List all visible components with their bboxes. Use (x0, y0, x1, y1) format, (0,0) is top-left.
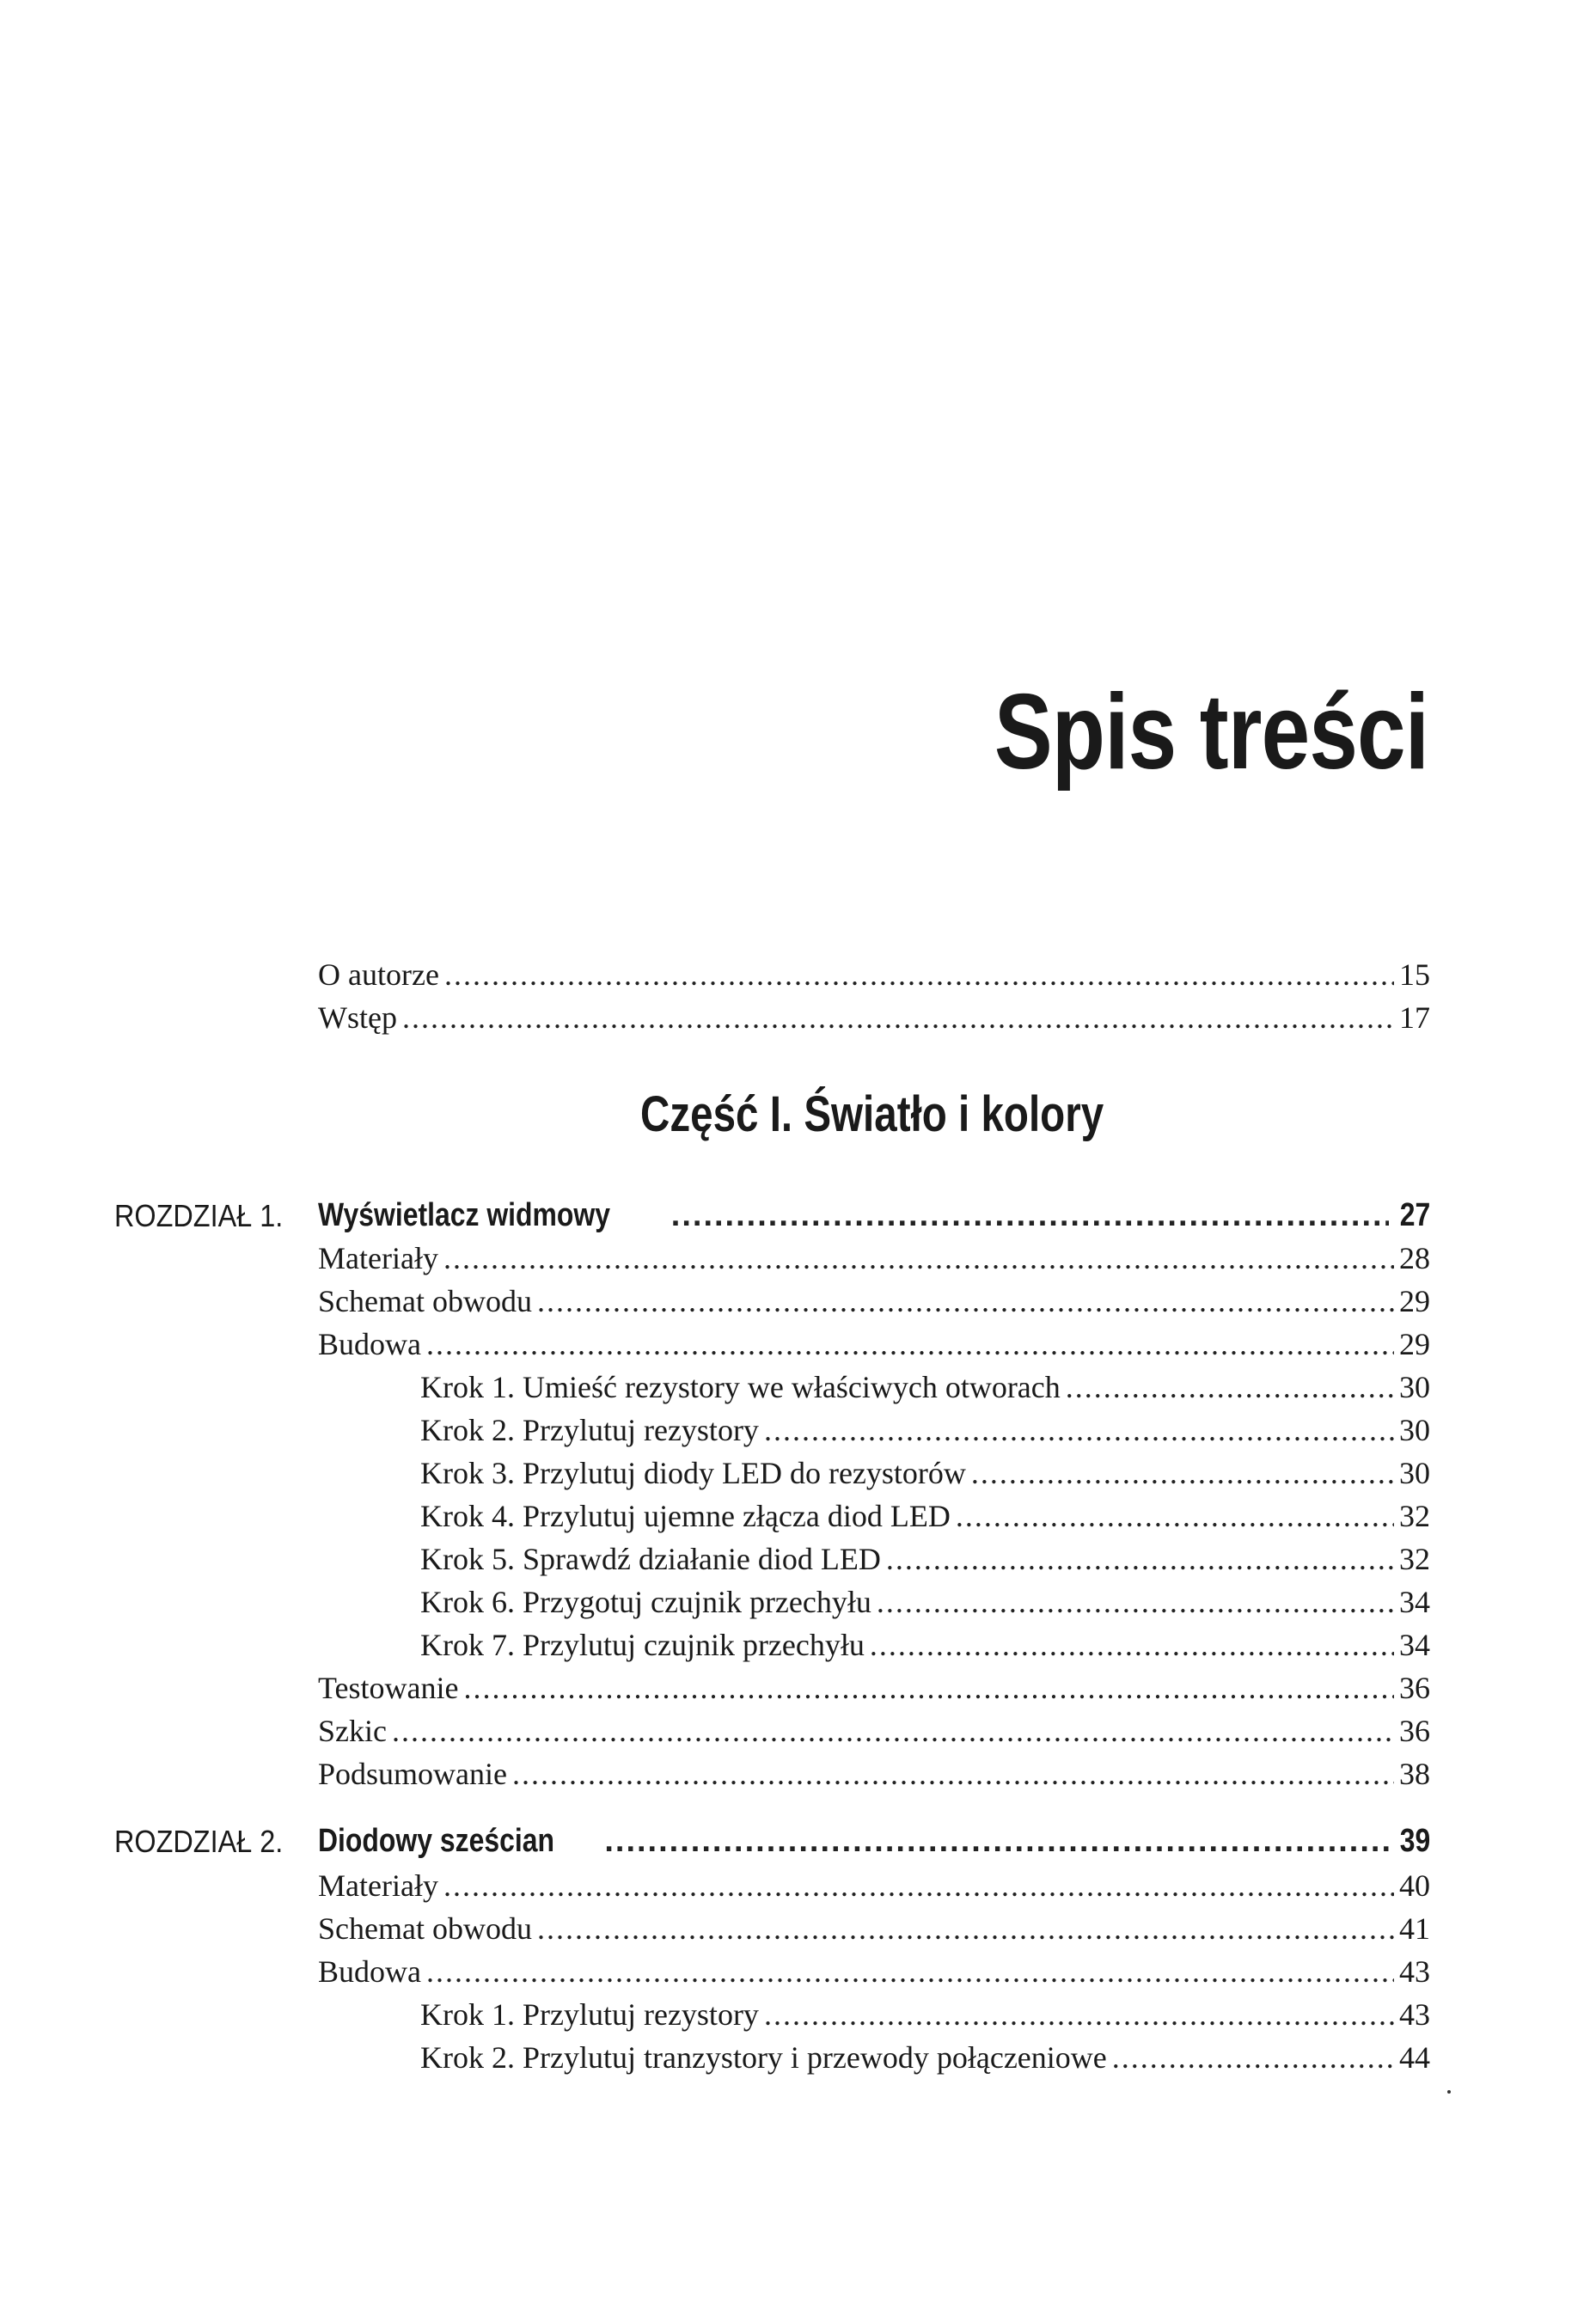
page-title: Spis treści (994, 673, 1428, 792)
toc-entry-label: Budowa (318, 1327, 421, 1361)
toc-entry-page: 30 (1399, 1413, 1430, 1447)
toc-entry-page: 15 (1399, 957, 1430, 992)
toc-chapter-1[interactable] (318, 1196, 1430, 1234)
toc-entry-label: Krok 2. Przylutuj rezystory (420, 1413, 759, 1447)
toc-entry-page: 34 (1399, 1585, 1430, 1619)
leader-dots (956, 1497, 1394, 1535)
toc-entry-label: Krok 2. Przylutuj tranzystory i przewody połączeniowe (420, 2040, 1107, 2075)
toc-entry[interactable] (318, 1755, 1430, 1793)
toc-entry-label: Krok 1. Przylutuj rezystory (420, 1997, 759, 2032)
part-title: Część I. Światło i kolory (639, 1086, 1104, 1142)
chapter-title: Wyświetlacz widmowy (318, 1197, 611, 1233)
leader-dots (426, 1953, 1394, 1990)
toc-entry[interactable] (318, 1867, 1430, 1905)
toc-chapter-2[interactable] (318, 1822, 1430, 1860)
leader-dots (870, 1626, 1394, 1664)
leader-dots (764, 1411, 1394, 1449)
toc-subentry[interactable] (420, 1540, 1430, 1578)
leader-dots (444, 956, 1394, 994)
toc-entry-label: Materiały (318, 1868, 438, 1903)
toc-entry[interactable] (318, 1282, 1430, 1320)
toc-entry-label: Krok 5. Sprawdź działanie diod LED (420, 1542, 881, 1576)
leader-dots (463, 1669, 1394, 1707)
toc-entry-page: 32 (1399, 1542, 1430, 1576)
toc-entry-label: Testowanie (318, 1671, 459, 1705)
leader-dots (671, 1196, 1389, 1234)
toc-entry[interactable] (318, 1712, 1430, 1750)
toc-entry-page: 43 (1399, 1997, 1430, 2032)
toc-entry-page: 43 (1399, 1954, 1430, 1989)
toc-entry-label: Krok 6. Przygotuj czujnik przechyłu (420, 1585, 871, 1619)
toc-subentry[interactable] (420, 1583, 1430, 1621)
toc-entry[interactable] (318, 1953, 1430, 1990)
leader-dots (443, 1239, 1394, 1277)
toc-entry-label: O autorze (318, 957, 439, 992)
toc-entry-page: 30 (1399, 1370, 1430, 1404)
toc-entry-label: Krok 3. Przylutuj diody LED do rezystorów (420, 1456, 966, 1490)
leader-dots (537, 1910, 1394, 1947)
toc-entry-page: 38 (1399, 1757, 1430, 1791)
toc-entry-page: 40 (1399, 1868, 1430, 1903)
scan-speck (1447, 2090, 1451, 2094)
leader-dots (392, 1712, 1394, 1750)
toc-subentry[interactable] (420, 1368, 1430, 1406)
toc-entry-page: 44 (1399, 2040, 1430, 2075)
chapter-number: ROZDZIAŁ 2. (114, 1824, 284, 1859)
leader-dots (512, 1755, 1394, 1793)
chapter-page: 39 (1399, 1823, 1430, 1859)
toc-entry[interactable] (318, 1325, 1430, 1363)
chapter-number: ROZDZIAŁ 1. (114, 1198, 284, 1233)
toc-entry-label: Krok 7. Przylutuj czujnik przechyłu (420, 1628, 865, 1662)
leader-dots (971, 1454, 1394, 1492)
toc-entry-page: 17 (1399, 1000, 1430, 1035)
toc-entry-wstep[interactable] (318, 999, 1430, 1036)
toc-subentry[interactable] (420, 1497, 1430, 1535)
toc-entry-page: 29 (1399, 1284, 1430, 1318)
toc-entry-page: 32 (1399, 1499, 1430, 1533)
toc-entry-page: 36 (1399, 1671, 1430, 1705)
toc-subentry[interactable] (420, 1454, 1430, 1492)
toc-entry-label: Budowa (318, 1954, 421, 1989)
leader-dots (426, 1325, 1394, 1363)
leader-dots (764, 1996, 1394, 2033)
toc-subentry[interactable] (420, 2039, 1430, 2076)
chapter-page: 27 (1399, 1197, 1430, 1233)
toc-entry-page: 30 (1399, 1456, 1430, 1490)
toc-entry-page: 34 (1399, 1628, 1430, 1662)
leader-dots (402, 999, 1394, 1036)
toc-entry-label: Schemat obwodu (318, 1911, 532, 1946)
leader-dots (537, 1282, 1394, 1320)
leader-dots (1112, 2039, 1394, 2076)
toc-entry-o-autorze[interactable] (318, 956, 1430, 994)
toc-entry-label: Podsumowanie (318, 1757, 507, 1791)
toc-entry-label: Krok 4. Przylutuj ujemne złącza diod LED (420, 1499, 951, 1533)
toc-subentry[interactable] (420, 1626, 1430, 1664)
toc-entry-label: Materiały (318, 1241, 438, 1275)
leader-dots (886, 1540, 1394, 1578)
leader-dots (877, 1583, 1394, 1621)
leader-dots (443, 1867, 1394, 1905)
chapter-title: Diodowy sześcian (318, 1823, 554, 1859)
toc-entry-label: Schemat obwodu (318, 1284, 532, 1318)
part-heading (144, 1086, 1452, 1142)
toc-subentry[interactable] (420, 1411, 1430, 1449)
leader-dots (1066, 1368, 1394, 1406)
leader-dots (604, 1822, 1388, 1860)
toc-entry-label: Krok 1. Umieść rezystory we właściwych otworach (420, 1370, 1061, 1404)
toc-entry-page: 29 (1399, 1327, 1430, 1361)
toc-entry-label: Szkic (318, 1714, 387, 1748)
toc-subentry[interactable] (420, 1996, 1430, 2033)
toc-entry-page: 41 (1399, 1911, 1430, 1946)
toc-entry[interactable] (318, 1669, 1430, 1707)
toc-entry[interactable] (318, 1910, 1430, 1947)
toc-entry[interactable] (318, 1239, 1430, 1277)
toc-entry-label: Wstęp (318, 1000, 397, 1035)
toc-entry-page: 28 (1399, 1241, 1430, 1275)
toc-entry-page: 36 (1399, 1714, 1430, 1748)
